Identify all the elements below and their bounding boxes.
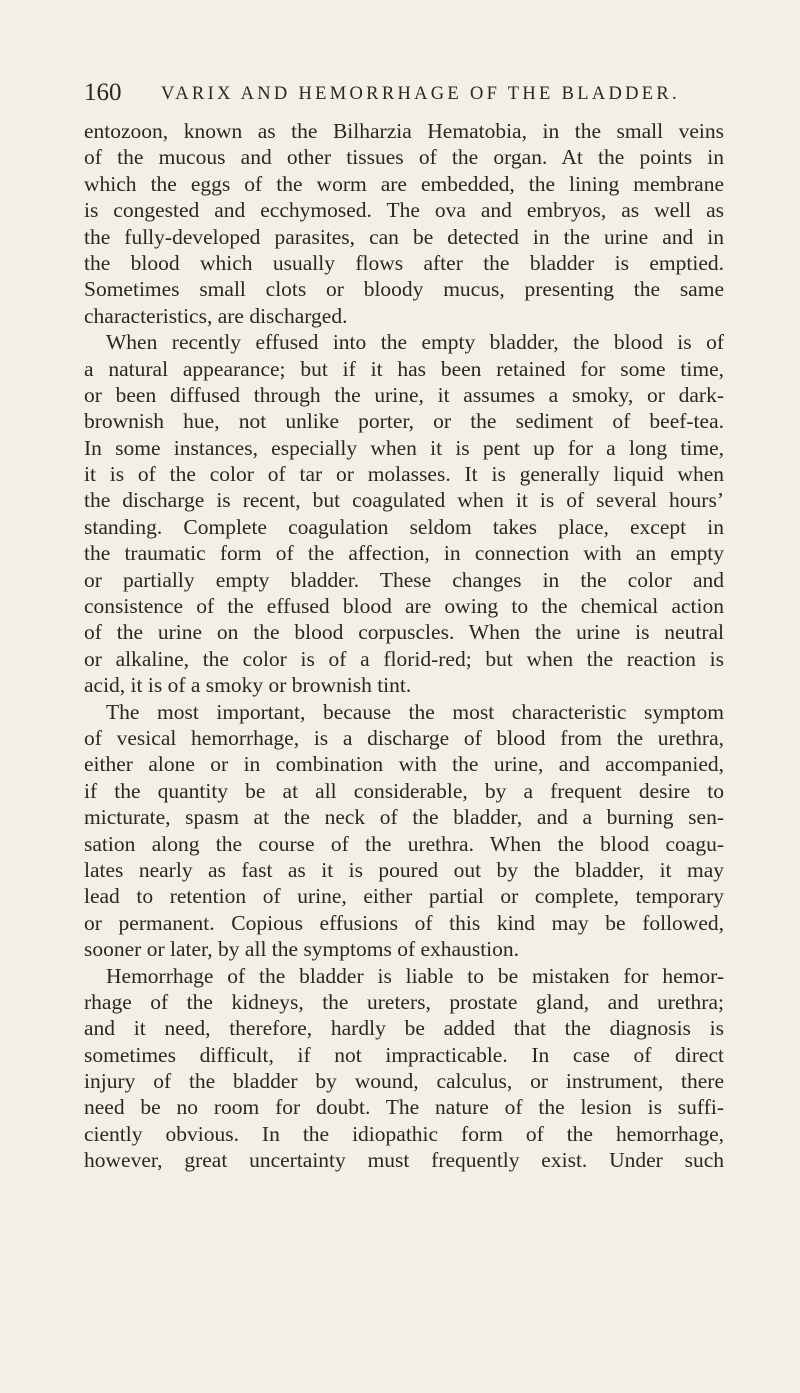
- text-line: characteristics, are discharged.: [84, 303, 348, 328]
- running-head: [84, 78, 724, 108]
- text-line: the blood which usually flows after the bladder is emptied.: [84, 250, 724, 275]
- text-line: ciently obvious. In the idiopathic form of the hemorrhage,: [84, 1121, 724, 1146]
- text-line: the discharge is recent, but coagulated when it is of several hours’: [84, 488, 724, 513]
- text-line: is congested and ecchymosed. The ova and embryos, as well as: [84, 198, 724, 223]
- text-line: When recently effused into the empty bladder, the blood is of: [106, 330, 724, 355]
- text-line: sooner or later, by all the symptoms of exhaustion.: [84, 937, 520, 962]
- running-title: VARIX AND HEMORRHAGE OF THE BLADDER.: [161, 84, 680, 104]
- text-line: The most important, because the most characteristic symptom: [106, 699, 724, 724]
- text-line: or partially empty bladder. These changes in the color and: [84, 567, 724, 592]
- text-line: entozoon, known as the Bilharzia Hematobia, in the small veins: [84, 119, 724, 143]
- text-line: standing. Complete coagulation seldom takes place, except in: [84, 514, 724, 539]
- text-line: it is of the color of tar or molasses. It is generally liquid when: [84, 462, 724, 487]
- text-line: the traumatic form of the affection, in connection with an empty: [84, 541, 724, 566]
- text-line: brownish hue, not unlike porter, or the sediment of beef-tea.: [84, 409, 724, 434]
- text-line: rhage of the kidneys, the ureters, prostate gland, and urethra;: [84, 989, 724, 1014]
- text-line: or permanent. Copious effusions of this kind may be followed,: [84, 910, 724, 935]
- text-line: need be no room for doubt. The nature of the lesion is suffi-: [84, 1095, 724, 1120]
- text-line: a natural appearance; but if it has been retained for some time,: [84, 356, 724, 381]
- text-line: of the urine on the blood corpuscles. When the urine is neutral: [84, 620, 724, 645]
- text-line: Sometimes small clots or bloody mucus, presenting the same: [84, 277, 724, 302]
- text-line: which the eggs of the worm are embedded, the lining membrane: [84, 171, 724, 196]
- text-line: the fully-developed parasites, can be detected in the urine and in: [84, 224, 724, 249]
- text-line: acid, it is of a smoky or brownish tint.: [84, 673, 412, 698]
- page-number: 160: [84, 79, 122, 106]
- text-line: Hemorrhage of the bladder is liable to be mistaken for hemor-: [106, 963, 724, 988]
- text-line: and it need, therefore, hardly be added that the diagnosis is: [84, 1016, 724, 1041]
- body-text: [84, 118, 724, 1174]
- text-line: of vesical hemorrhage, is a discharge of blood from the urethra,: [84, 725, 724, 750]
- text-line: however, great uncertainty must frequently exist. Under such: [84, 1148, 724, 1173]
- text-line: or been diffused through the urine, it assumes a smoky, or dark-: [84, 382, 724, 407]
- text-line: lates nearly as fast as it is poured out by the bladder, it may: [84, 857, 724, 882]
- text-line: micturate, spasm at the neck of the bladder, and a burning sen-: [84, 805, 724, 830]
- text-line: if the quantity be at all considerable, by a frequent desire to: [84, 778, 724, 803]
- text-line: lead to retention of urine, either partial or complete, temporary: [84, 884, 724, 909]
- text-line: consistence of the effused blood are owing to the chemical action: [84, 594, 724, 619]
- text-line: either alone or in combination with the urine, and accompanied,: [84, 752, 724, 777]
- text-line: sation along the course of the urethra. When the blood coagu-: [84, 831, 724, 856]
- text-line: In some instances, especially when it is pent up for a long time,: [84, 435, 724, 460]
- text-line: or alkaline, the color is of a florid-red; but when the reaction is: [84, 646, 724, 671]
- text-line: of the mucous and other tissues of the organ. At the points in: [84, 145, 724, 170]
- text-line: injury of the bladder by wound, calculus, or instrument, there: [84, 1069, 724, 1094]
- text-line: sometimes difficult, if not impracticable. In case of direct: [84, 1042, 724, 1067]
